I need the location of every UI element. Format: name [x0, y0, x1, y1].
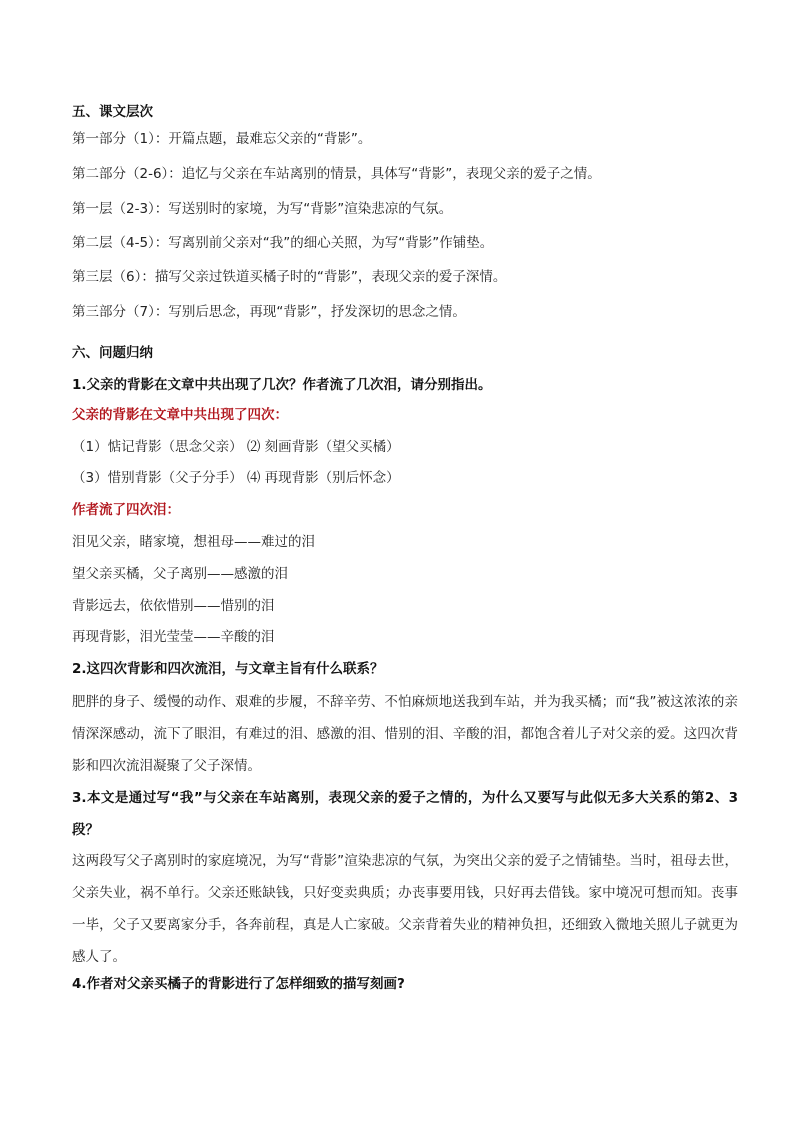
tears-line-1: 泪见父亲，睹家境，想祖母——难过的泪 [72, 534, 315, 550]
question-2: 2.这四次背影和四次流泪，与文章主旨有什么联系？ [72, 661, 384, 677]
answer-1-heading: 父亲的背影在文章中共出现了四次： [72, 407, 288, 423]
structure-line-5: 第三层（6）：描写父亲过铁道买橘子时的“背影”，表现父亲的爱子深情。 [72, 269, 507, 285]
answer-2: 肥胖的身子、缓慢的动作、艰难的步履，不辞辛劳、不怕麻烦地送我到车站，并为我买橘；而“我”被这浓浓的亲情深深感动，流下了眼泪，有难过的泪、感激的泪、惜别的泪、辛酸的泪，都饱含着儿子对父亲的爱。这四次背影和四次流泪凝聚了父子深情。 [72, 694, 738, 774]
question-3: 3.本文是通过写“我”与父亲在车站离别，表现父亲的爱子之情的，为什么又要写与此似无多大关系的第2、3段？ [72, 790, 738, 838]
question-4: 4.作者对父亲买橘子的背影进行了怎样细致的描写刻画? [72, 976, 405, 992]
answer-1-line-1: （1）惦记背影（思念父亲） ⑵ 刻画背影（望父买橘） [72, 439, 400, 455]
answer-1-line-2: （3）惜别背影（父子分手） ⑷ 再现背影（别后怀念） [72, 470, 400, 486]
section-heading-questions: 六、问题归纳 [72, 345, 153, 361]
structure-line-1: 第一部分（1）：开篇点题，最难忘父亲的“背影”。 [72, 131, 372, 147]
answer-1-heading-2: 作者流了四次泪： [72, 502, 180, 518]
section-heading-structure: 五、课文层次 [72, 104, 153, 120]
structure-line-2: 第二部分（2-6）：追忆与父亲在车站离别的情景，具体写“背影”，表现父亲的爱子之情。 [72, 166, 601, 182]
question-1: 1.父亲的背影在文章中共出现了几次？作者流了几次泪，请分别指出。 [72, 377, 492, 393]
answer-3: 这两段写父子离别时的家庭境况，为写“背影”渲染悲凉的气氛，为突出父亲的爱子之情铺垫。当时，祖母去世，父亲失业，祸不单行。父亲还账缺钱，只好变卖典质；办丧事要用钱，只好再去借钱。家中境况可想而知。丧事一毕，父子又要离家分手，各奔前程，真是人亡家破。父亲背着失业的精神负担，还细致入微地关照儿子就更为感人了。 [72, 853, 738, 965]
structure-line-6: 第三部分（7）：写别后思念，再现“背影”，抒发深切的思念之情。 [72, 304, 466, 320]
structure-line-3: 第一层（2-3）：写送别时的家境，为写“背影”渲染悲凉的气氛。 [72, 201, 453, 217]
tears-line-4: 再现背影，泪光莹莹——辛酸的泪 [72, 629, 275, 645]
tears-line-3: 背影远去，依依惜别——惜别的泪 [72, 598, 275, 614]
tears-line-2: 望父亲买橘，父子离别——感激的泪 [72, 566, 288, 582]
structure-line-4: 第二层（4-5）：写离别前父亲对“我”的细心关照，为写“背影”作铺垫。 [72, 235, 494, 251]
